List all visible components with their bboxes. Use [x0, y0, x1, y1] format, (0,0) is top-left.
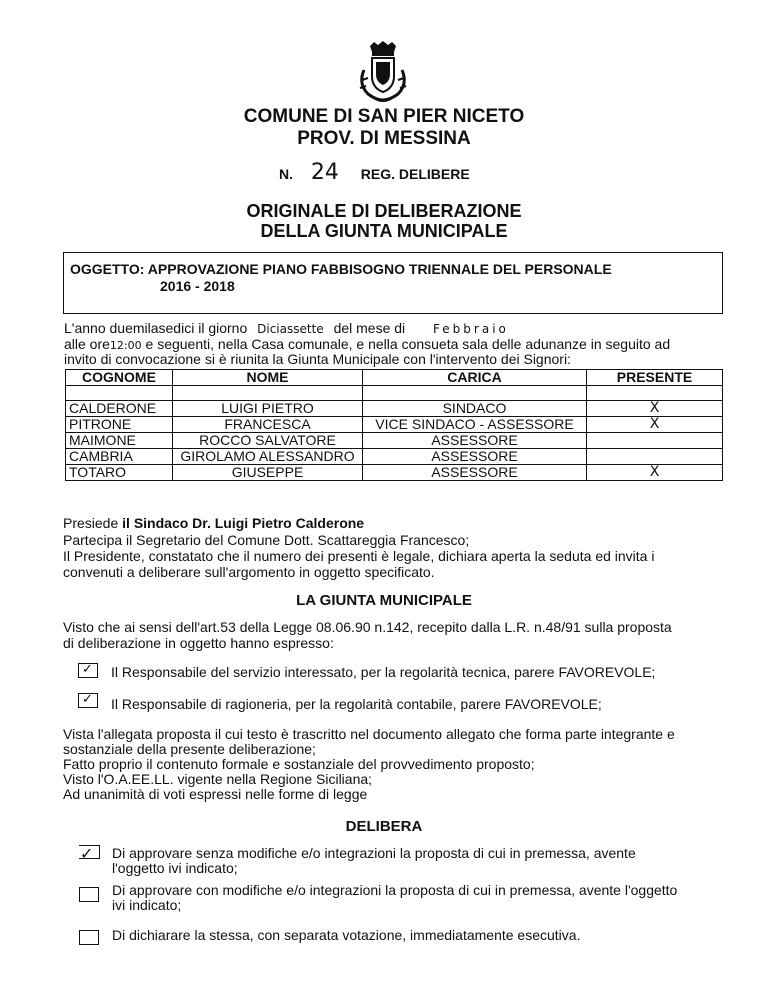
num-value: 24	[310, 160, 339, 185]
check-mark-icon: ✓	[80, 844, 94, 863]
col-cognome: COGNOME	[66, 370, 173, 386]
cell-carica: SINDACO	[363, 401, 587, 417]
cell-presente	[587, 433, 723, 449]
cell-carica: ASSESSORE	[363, 449, 587, 465]
cell-carica: ASSESSORE	[363, 433, 587, 449]
vista-line2: sostanziale della presente deliberazione;	[63, 741, 316, 757]
comune-title: COMUNE DI SAN PIER NICETO	[243, 106, 525, 127]
table-row	[66, 401, 723, 417]
cell-carica: VICE SINDACO - ASSESSORE	[363, 417, 587, 433]
table-row	[66, 449, 723, 465]
option2-checkbox[interactable]	[79, 887, 99, 907]
num-label: N.	[279, 166, 293, 182]
cell-nome: GIUSEPPE	[173, 465, 363, 481]
intro-text-a: L'anno duemilasedici il giorno	[64, 320, 248, 336]
oggetto-box	[63, 252, 723, 314]
cell-nome: LUIGI PIETRO	[173, 401, 363, 417]
visto-line1: Visto che ai sensi dell'art.53 della Legge 08.06.90 n.142, recepito dalla L.R. n.48/91 sulla proposta	[63, 619, 672, 635]
cell-nome: FRANCESCA	[173, 417, 363, 433]
cell-presente	[587, 449, 723, 465]
cell-presente: X	[587, 417, 723, 433]
reg-label: REG. DELIBERE	[360, 166, 470, 182]
registry-number	[279, 160, 470, 185]
parere-tecnico-checkbox[interactable]	[78, 663, 98, 678]
oggetto-label: OGGETTO:	[70, 261, 145, 277]
table-row	[66, 465, 723, 481]
intro-text-c: alle ore	[64, 336, 110, 352]
giunta-heading: LA GIUNTA MUNICIPALE	[296, 592, 472, 609]
vista-line4: Visto l'O.A.EE.LL. vigente nella Regione Siciliana;	[63, 771, 373, 787]
cell-cognome: CALDERONE	[66, 401, 173, 417]
option2-line2: ivi indicato;	[112, 897, 182, 913]
col-carica: CARICA	[363, 370, 587, 386]
vista-line3: Fatto proprio il contenuto formale e sostanziale del provvedimento proposto;	[63, 756, 535, 772]
cell-cognome: CAMBRIA	[66, 449, 173, 465]
handwritten-month: Febbraio	[433, 322, 509, 336]
table-row	[66, 433, 723, 449]
cell-carica: ASSESSORE	[363, 465, 587, 481]
cell-nome: ROCCO SALVATORE	[173, 433, 363, 449]
parere-contabile-checkbox[interactable]	[78, 693, 98, 708]
handwritten-time: 12:00	[109, 339, 142, 352]
check-mark-icon: ✓	[82, 662, 93, 677]
option3-checkbox[interactable]	[79, 930, 99, 950]
intro-text-d: e seguenti, nella Casa comunale, e nella consueta sala delle adunanze in seguito ad	[145, 336, 671, 352]
option1-box	[79, 844, 100, 863]
parere-tecnico-text: Il Responsabile del servizio interessato, per la regolarità tecnica, parere FAVOREVOLE;	[111, 664, 656, 680]
parere-tecnico	[78, 663, 98, 683]
table-header-row	[66, 370, 723, 386]
option3-line: Di dichiarare la stessa, con separata votazione, immediatamente esecutiva.	[112, 927, 581, 943]
parere-contabile-text: Il Responsabile di ragioneria, per la regolarità contabile, parere FAVOREVOLE;	[111, 696, 602, 712]
cell-presente: X	[587, 465, 723, 481]
visto-line2: di deliberazione in oggetto hanno espresso:	[63, 635, 334, 651]
presidente-line: Il Presidente, constatato che il numero dei presenti è legale, dichiara aperta la seduta ed invita i	[63, 548, 655, 564]
presiede-line	[63, 516, 364, 531]
presiede-sindaco: il Sindaco Dr. Luigi Pietro Calderone	[122, 515, 365, 531]
option1-line1: Di approvare senza modifiche e/o integrazioni la proposta di cui in premessa, avente	[112, 845, 636, 861]
cell-cognome: PITRONE	[66, 417, 173, 433]
table-spacer-row	[66, 386, 723, 401]
oggetto-line1: APPROVAZIONE PIANO FABBISOGNO TRIENNALE DEL PERSONALE	[147, 261, 612, 277]
vista-line1: Vista l'allegata proposta il cui testo è trascritto nel documento allegato che forma parte integrante e	[63, 726, 675, 742]
coat-of-arms-emblem	[352, 40, 414, 104]
oggetto-line2: 2016 - 2018	[160, 278, 235, 294]
option2-line1: Di approvare con modifiche e/o integrazioni la proposta di cui in premessa, avente l'oggetto	[112, 882, 678, 898]
delibera-heading: DELIBERA	[345, 818, 423, 835]
cell-presente: X	[587, 401, 723, 417]
handwritten-day: Diciassette	[257, 322, 324, 336]
parere-contabile	[78, 693, 98, 713]
segretario-line: Partecipa il Segretario del Comune Dott. Scattareggia Francesco;	[63, 532, 470, 548]
cell-nome: GIROLAMO ALESSANDRO	[173, 449, 363, 465]
cell-cognome: TOTARO	[66, 465, 173, 481]
col-presente: PRESENTE	[587, 370, 723, 386]
provincia-title: PROV. DI MESSINA	[297, 128, 471, 149]
vista-line5: Ad unanimità di voti espressi nelle forme di legge	[63, 786, 368, 802]
convenuti-line: convenuti a deliberare sull'argomento in oggetto specificato.	[63, 564, 435, 580]
members-table	[65, 369, 723, 481]
cell-cognome: MAIMONE	[66, 433, 173, 449]
intro-text-b: del mese di	[333, 320, 406, 336]
doc-type-line1: ORIGINALE DI DELIBERAZIONE	[246, 201, 522, 221]
col-nome: NOME	[173, 370, 363, 386]
intro-line1	[64, 321, 509, 337]
table-row	[66, 417, 723, 433]
presiede-label: Presiede	[63, 515, 123, 531]
check-mark-icon: ✓	[82, 692, 93, 707]
doc-type-line2: DELLA GIUNTA MUNICIPALE	[260, 221, 508, 241]
option1-line2: l'oggetto ivi indicato;	[112, 860, 238, 876]
intro-line3: invito di convocazione si è riunita la Giunta Municipale con l'intervento dei Signori:	[64, 351, 571, 367]
